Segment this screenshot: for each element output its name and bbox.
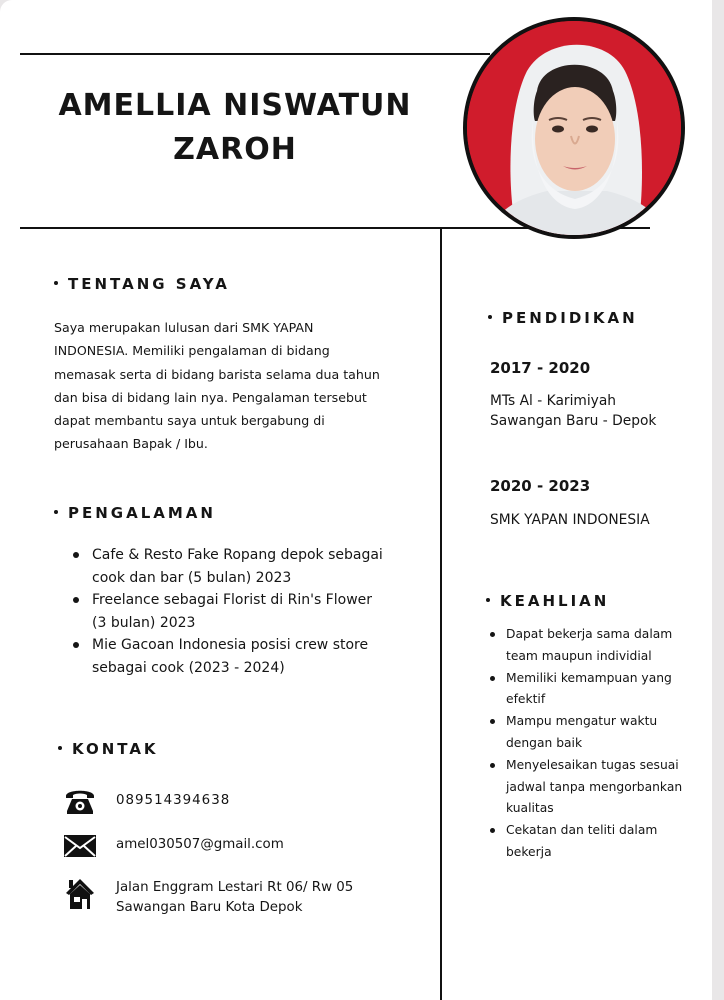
skill-item — [488, 755, 710, 820]
experience-line: Freelance sebagai Florist di Rin's Flower — [92, 592, 373, 608]
bullet-dot — [488, 315, 492, 319]
skill-line: Dapat bekerja sama dalam — [506, 627, 673, 641]
bullet-dot — [54, 510, 58, 514]
address-line: Jalan Enggram Lestari Rt 06/ Rw 05 — [116, 880, 354, 895]
profile-portrait — [467, 21, 681, 235]
name-line-2: ZAROH — [173, 132, 297, 167]
profile-photo — [463, 17, 685, 239]
skill-item — [488, 668, 710, 712]
skill-line: Mampu mengatur waktu — [506, 714, 658, 729]
email-address[interactable]: amel030507@gmail.com — [116, 837, 284, 852]
skill-item — [488, 624, 710, 668]
experience-line: sebagai cook (2023 - 2024) — [92, 659, 285, 676]
education-heading — [488, 309, 638, 327]
skill-line: bekerja — [506, 844, 552, 859]
school-line: MTs Al - Karimiyah — [490, 393, 617, 409]
bullet-dot — [54, 281, 58, 285]
experience-heading-text: PENGALAMAN — [68, 504, 216, 522]
bullet-dot — [486, 598, 490, 602]
about-line: memasak serta di bidang barista selama dua tahun — [54, 366, 380, 382]
phone-number[interactable]: 089514394638 — [116, 793, 231, 808]
skills-heading — [486, 592, 609, 610]
experience-line: Mie Gacoan Indonesia posisi crew store — [92, 637, 369, 653]
skill-line: efektif — [506, 692, 546, 707]
experience-line: Cafe & Resto Fake Ropang depok sebagai — [92, 547, 383, 563]
education-years: 2017 - 2020 — [490, 359, 591, 377]
skills-list — [488, 624, 710, 864]
skill-line: dengan baik — [506, 735, 583, 750]
school-line: SMK YAPAN INDONESIA — [490, 512, 650, 528]
experience-list — [70, 544, 415, 679]
envelope-icon — [62, 830, 98, 862]
skill-line: team maupun individial — [506, 648, 652, 663]
skill-item — [488, 711, 710, 755]
telephone-icon — [62, 785, 98, 817]
address-text — [116, 878, 353, 918]
contact-email — [62, 830, 284, 862]
about-line: Saya merupakan lulusan dari SMK YAPAN — [54, 320, 314, 335]
about-heading-text: TENTANG SAYA — [68, 275, 230, 293]
about-line: dan bisa di bidang lain nya. Pengalaman tersebut — [54, 389, 367, 405]
contact-heading — [58, 740, 159, 758]
skill-line: Menyelesaikan tugas sesuai — [506, 757, 679, 772]
school-line: Sawangan Baru - Depok — [490, 413, 657, 429]
skill-line: jadwal tanpa mengorbankan — [506, 779, 683, 794]
experience-line: (3 bulan) 2023 — [92, 614, 196, 631]
skills-heading-text: KEAHLIAN — [500, 592, 610, 610]
bullet-dot — [58, 746, 62, 750]
top-divider — [20, 53, 490, 55]
address-line: Sawangan Baru Kota Depok — [116, 900, 303, 915]
experience-item — [70, 544, 415, 589]
about-line: perusahaan Bapak / Ibu. — [54, 436, 208, 452]
experience-heading — [54, 504, 216, 522]
name-line-1: AMELLIA NISWATUN — [58, 88, 412, 123]
skill-line: Cekatan dan teliti dalam — [506, 823, 658, 838]
education-heading-text: PENDIDIKAN — [502, 309, 638, 327]
experience-line: cook dan bar (5 bulan) 2023 — [92, 569, 292, 586]
skill-item — [488, 820, 710, 864]
about-paragraph — [54, 316, 404, 456]
education-school — [490, 391, 656, 431]
education-school — [490, 510, 650, 530]
experience-item — [70, 589, 415, 634]
contact-phone — [62, 785, 231, 817]
skill-line: Memiliki kemampuan yang — [506, 670, 672, 685]
about-line: INDONESIA. Memiliki pengalaman di bidang — [54, 343, 330, 359]
skill-line: kualitas — [506, 801, 554, 816]
house-icon — [62, 878, 98, 910]
experience-item — [70, 634, 415, 679]
contact-address — [62, 878, 354, 915]
about-heading — [54, 275, 230, 293]
candidate-name — [40, 84, 430, 172]
column-divider — [440, 228, 442, 1000]
contact-heading-text: KONTAK — [72, 740, 159, 758]
about-line: dapat membantu saya untuk bergabung di — [54, 413, 325, 429]
education-years: 2020 - 2023 — [490, 477, 591, 495]
